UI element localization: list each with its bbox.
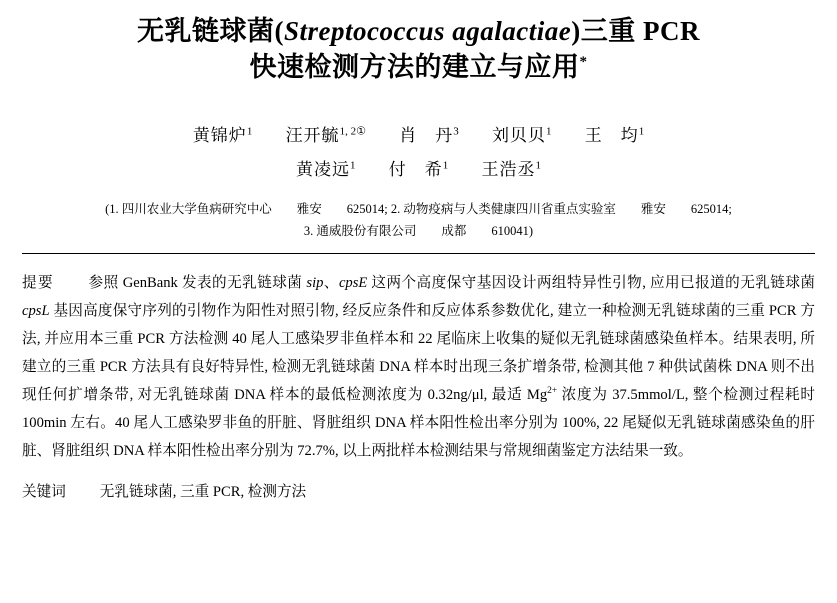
authors-row-2 (22, 153, 815, 187)
author-affil-marker: 1 (535, 159, 541, 172)
abstract-text-1: 参照 GenBank 发表的无乳链球菌 (88, 274, 307, 291)
abstract-block (22, 269, 815, 465)
affiliation-line-2: 3. 通威股份有限公司 成都 610041) (303, 224, 534, 239)
gene-name-cpsl: cpsL (22, 302, 50, 319)
affiliation-line-1: (1. 四川农业大学鱼病研究中心 雅安 625014; 2. 动物疫病与人类健康四川省重点实验室 雅安 625014; (105, 202, 732, 217)
gene-name-sip: sip (306, 274, 324, 291)
authors-row-1 (22, 119, 815, 153)
title-block (22, 14, 815, 85)
abstract-text-2: 、 (323, 274, 339, 291)
author-name: 王 均 (584, 126, 639, 146)
mg-charge-superscript: 2+ (547, 385, 558, 396)
author-affil-marker: 1 (638, 125, 645, 138)
abstract-paragraph (22, 269, 815, 465)
abstract-text-5: 浓度为 37.5mmol/L, 整个检测过程耗时 100min 左右。40 尾人工感染罗非鱼的肝脏、肾脏组织 DNA 样本阳性检出率分别为 100%, 22 尾疑似无乳链球菌感染鱼的肝脏、肾脏组织 DNA 样本阳性检出率分别为 72.7%, 以上两批样本检测结果与常规细菌鉴定方法结果一致。 (22, 386, 815, 459)
title-line-1 (22, 14, 815, 50)
authors-block (22, 119, 815, 187)
author-affil-marker: 1 (442, 159, 449, 172)
author-affil-marker: 1 (246, 125, 253, 138)
author-name: 付 希 (388, 160, 443, 180)
author-affil-marker: 3 (453, 125, 459, 138)
title-species-name: Streptococcus agalactiae (284, 16, 572, 46)
title-part-1: 无乳链球菌( (137, 16, 285, 46)
abstract-text-4: 基因高度保守序列的引物作为阳性对照引物, 经反应条件和反应体系参数优化, 建立一种检测无乳链球菌的三重 PCR 方法, 并应用本三重 PCR 方法检测 40 尾人工感染罗非鱼样本和 22 尾临床上收集的疑似无乳链球菌感染鱼样本。结果表明, 所建立的三重 PCR 方法具有良好特异性, 检测无乳链球菌 DNA 样本时出现三条扩增条带, 检测其他 7 种供试菌株 DNA 则不出现任何扩增条带, 对无乳链球菌 DNA 样本的最低检测浓度为 0.32ng/μl, 最适 Mg (22, 302, 815, 403)
author-affil-marker: 1 (545, 125, 552, 138)
keywords-label: 关键词 (22, 484, 66, 501)
title-footnote-marker: * (579, 53, 588, 70)
author-name: 肖 丹 (399, 126, 454, 146)
affiliations-block (22, 199, 815, 243)
title-part-3: 快速检测方法的建立与应用 (249, 51, 580, 82)
author-name: 黄锦炉 (192, 126, 247, 146)
author-name: 汪开毓 (285, 126, 340, 146)
header-divider (22, 253, 815, 254)
title-line-2 (22, 50, 815, 86)
author-name: 黄凌远 (296, 160, 350, 180)
author-affil-marker: 1 (350, 159, 356, 172)
gene-name-cpse: cpsE (338, 274, 368, 291)
keywords-text: 无乳链球菌, 三重 PCR, 检测方法 (99, 484, 307, 501)
abstract-text-3: 这两个高度保守基因设计两组特异性引物, 应用已报道的无乳链球菌 (367, 274, 815, 291)
author-name: 王浩丞 (481, 160, 536, 180)
abstract-label: 提要 (22, 274, 55, 291)
keywords-block (22, 479, 815, 507)
author-name: 刘贝贝 (491, 126, 546, 146)
author-affil-marker: 1, 2① (339, 125, 366, 138)
title-part-2: )三重 PCR (571, 16, 700, 46)
